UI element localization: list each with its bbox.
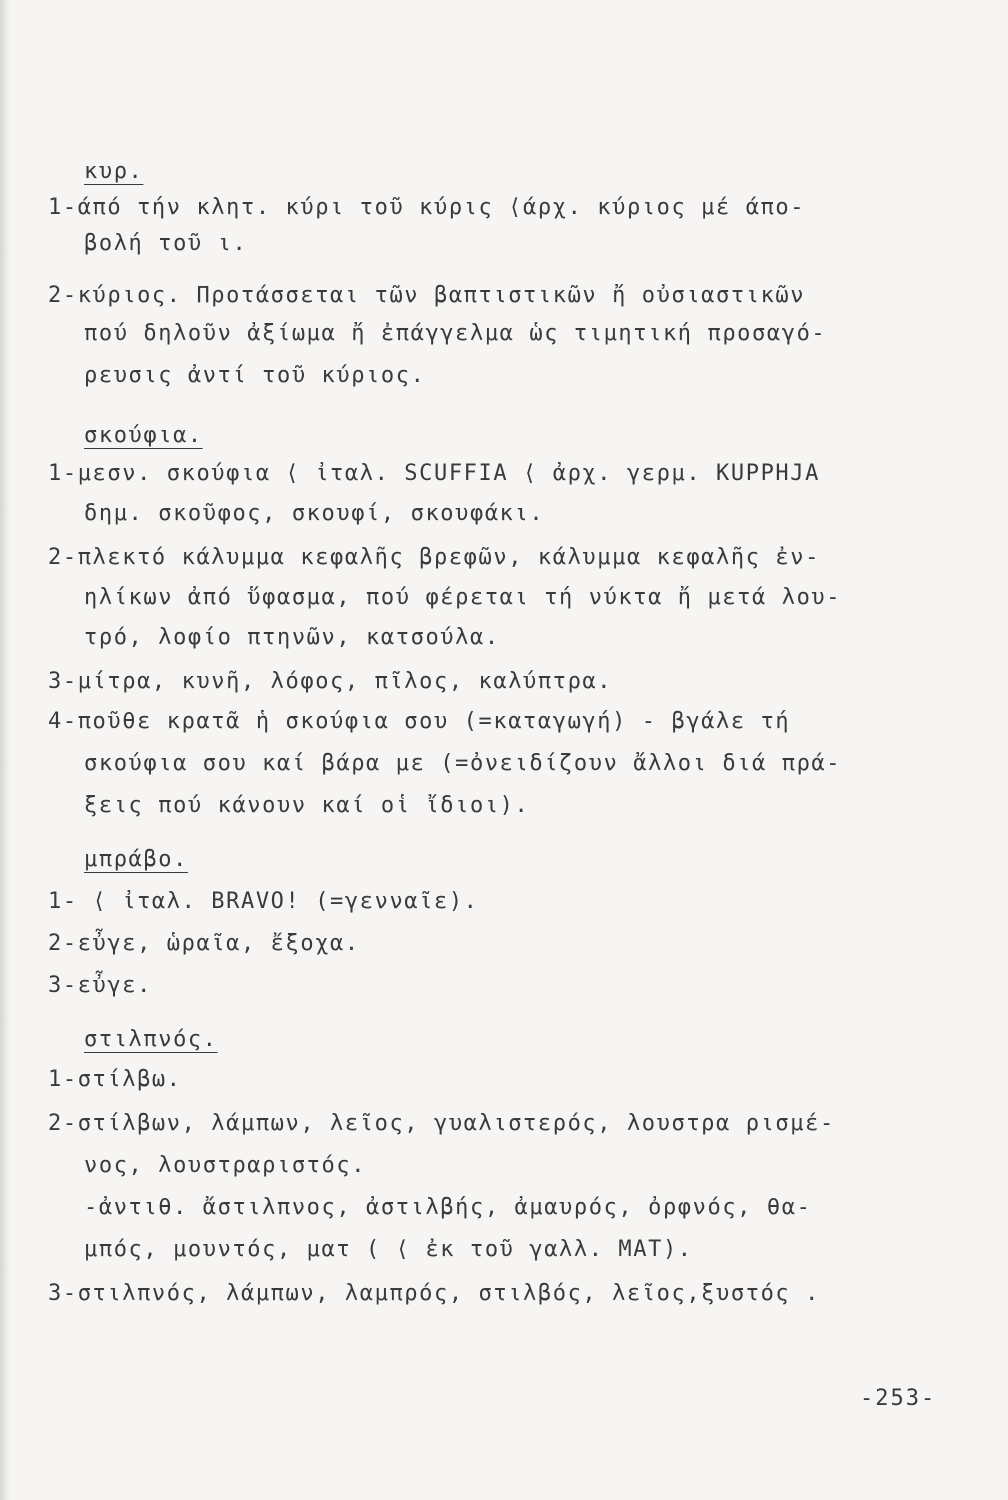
entry-line: 4-ποῦθε κρατᾶ ἡ σκούφια σου (=καταγωγή) - βγάλε τή bbox=[48, 709, 791, 734]
entry-line: βολή τοῦ ι. bbox=[84, 231, 248, 256]
entry-line: 2-εὖγε, ὡραῖα, ἔξοχα. bbox=[48, 931, 360, 956]
entry-line: ηλίκων ἀπό ὕφασμα, πού φέρεται τή νύκτα ἤ μετά λου- bbox=[84, 585, 842, 610]
page-edge-shadow bbox=[0, 0, 10, 1500]
entry-line: σκούφια σου καί βάρα με (=ὀνειδίζουν ἄλλοι διά πρά- bbox=[84, 751, 842, 776]
entry-line: 1-στίλβω. bbox=[48, 1067, 182, 1092]
entry-line: 1-άπό τήν κλητ. κύρι τοῦ κύρις ⟨άρχ. κύριος μέ άπο- bbox=[48, 195, 806, 220]
page-number: -253- bbox=[860, 1386, 937, 1411]
entry-line: 1-μεσν. σκούφια ⟨ ἰταλ. SCUFFIA ⟨ ἀρχ. γερμ. KUPPHJA bbox=[48, 461, 820, 486]
headword-kyr: κυρ. bbox=[84, 159, 144, 184]
entry-line: πού δηλοῦν ἀξίωμα ἤ ἐπάγγελμα ὡς τιμητική προσαγό- bbox=[84, 321, 827, 346]
headword-skoufia: σκούφια. bbox=[84, 423, 203, 448]
entry-line: νος, λουστραριστός. bbox=[84, 1153, 367, 1178]
entry-line: ξεις πού κάνουν καί οἱ ἴδιοι). bbox=[84, 793, 530, 818]
entry-line: τρό, λοφίο πτηνῶν, κατσούλα. bbox=[84, 625, 500, 650]
entry-line: 1- ⟨ ἰταλ. BRAVO! (=γενναῖε). bbox=[48, 889, 479, 914]
entry-line: 3-στιλπνός, λάμπων, λαμπρός, στιλβός, λεῖος,ξυστός . bbox=[48, 1281, 820, 1306]
entry-line: δημ. σκοῦφος, σκουφί, σκουφάκι. bbox=[84, 501, 545, 526]
headword-bravo: μπράβο. bbox=[84, 847, 188, 872]
entry-line: 3-μίτρα, κυνῆ, λόφος, πῖλος, καλύπτρα. bbox=[48, 669, 613, 694]
entry-line: ρευσις ἀντί τοῦ κύριος. bbox=[84, 363, 426, 388]
entry-line: -ἀντιθ. ἄστιλπνος, ἀστιλβής, ἀμαυρός, ὀρφνός, θα- bbox=[84, 1195, 812, 1220]
entry-line: 2-πλεκτό κάλυμμα κεφαλῆς βρεφῶν, κάλυμμα κεφαλῆς ἐν- bbox=[48, 545, 820, 570]
entry-line: μπός, μουντός, ματ ( ⟨ ἐκ τοῦ γαλλ. MAT). bbox=[84, 1237, 693, 1262]
entry-line: 3-εὖγε. bbox=[48, 973, 152, 998]
entry-line: 2-κύριος. Προτάσσεται τῶν βαπτιστικῶν ἤ οὐσιαστικῶν bbox=[48, 283, 806, 308]
entry-line: 2-στίλβων, λάμπων, λεῖος, γυαλιστερός, λουστρα ρισμέ- bbox=[48, 1111, 835, 1136]
headword-stilpnos: στιλπνός. bbox=[84, 1027, 218, 1052]
